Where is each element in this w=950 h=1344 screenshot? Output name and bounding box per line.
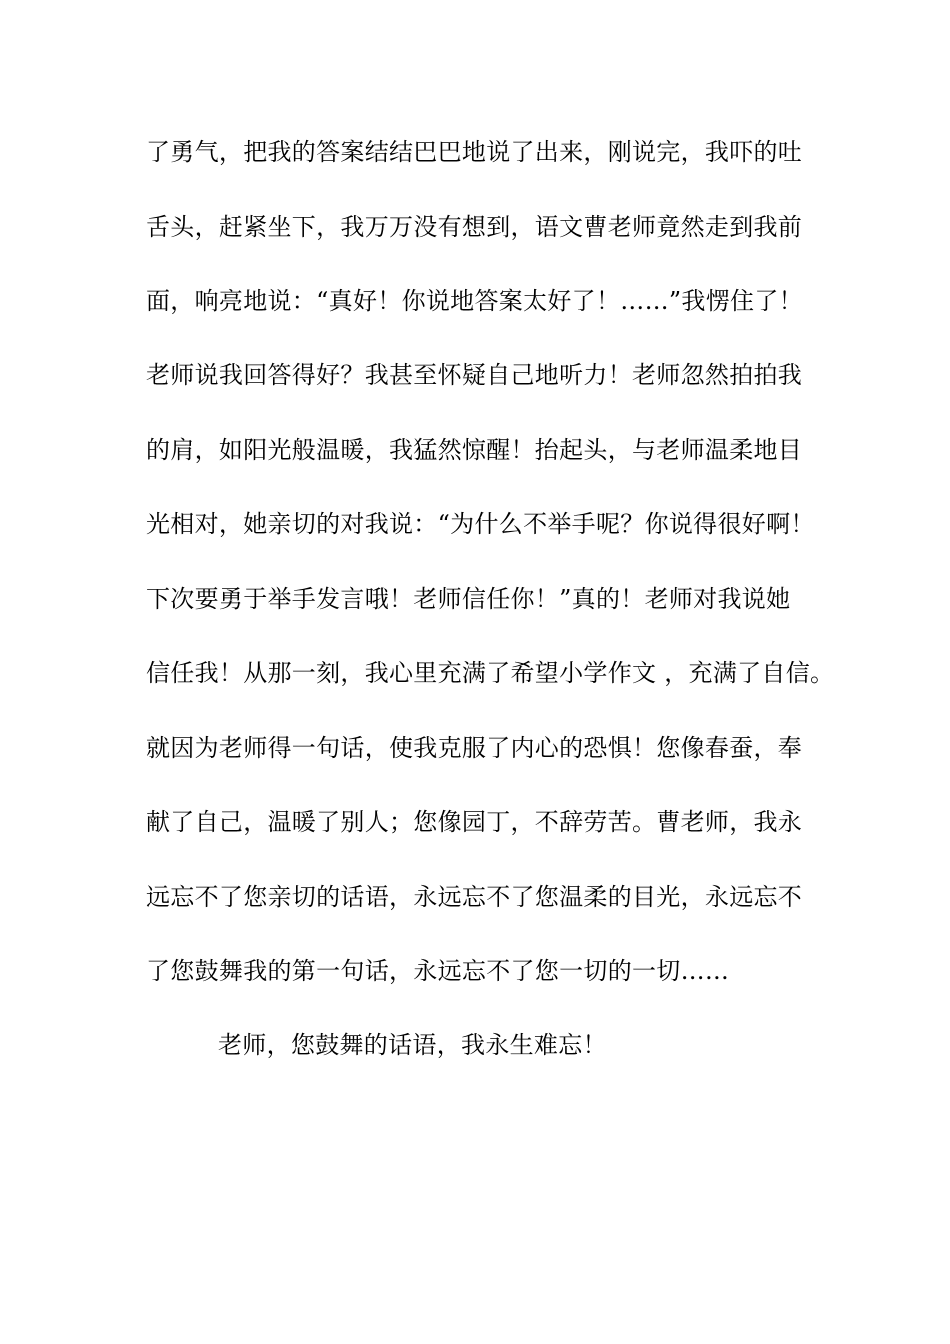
text-line: 了勇气，把我的答案结结巴巴地说了出来，刚说完，我吓的吐 (146, 138, 803, 166)
text-line: 了您鼓舞我的第一句话，永远忘不了您一切的一切…… (146, 957, 730, 985)
closing-line: 老师，您鼓舞的话语，我永生难忘！ (218, 1031, 607, 1059)
text-line: 面，响亮地说：“真好！你说地答案太好了！……”我愣住了！ (146, 287, 803, 315)
text-line: 老师说我回答得好？我甚至怀疑自己地听力！老师忽然拍拍我 (146, 361, 803, 389)
text-line: 信任我！从那一刻，我心里充满了希望小学作文 ，充满了自信。 (146, 659, 835, 687)
text-line: 就因为老师得一句话，使我克服了内心的恐惧！您像春蚕，奉 (146, 734, 803, 762)
text-line: 远忘不了您亲切的话语，永远忘不了您温柔的目光，永远忘不 (146, 883, 803, 911)
text-line: 光相对，她亲切的对我说：“为什么不举手呢？你说得很好啊！ (146, 510, 815, 538)
text-line: 舌头，赶紧坐下，我万万没有想到，语文曹老师竟然走到我前 (146, 213, 803, 241)
text-line: 的肩，如阳光般温暖，我猛然惊醒！抬起头，与老师温柔地目 (146, 436, 803, 464)
text-line: 献了自己，温暖了别人；您像园丁，不辞劳苦。曹老师，我永 (146, 808, 803, 836)
text-line: 下次要勇于举手发言哦！老师信任你！”真的！老师对我说她 (146, 585, 791, 613)
